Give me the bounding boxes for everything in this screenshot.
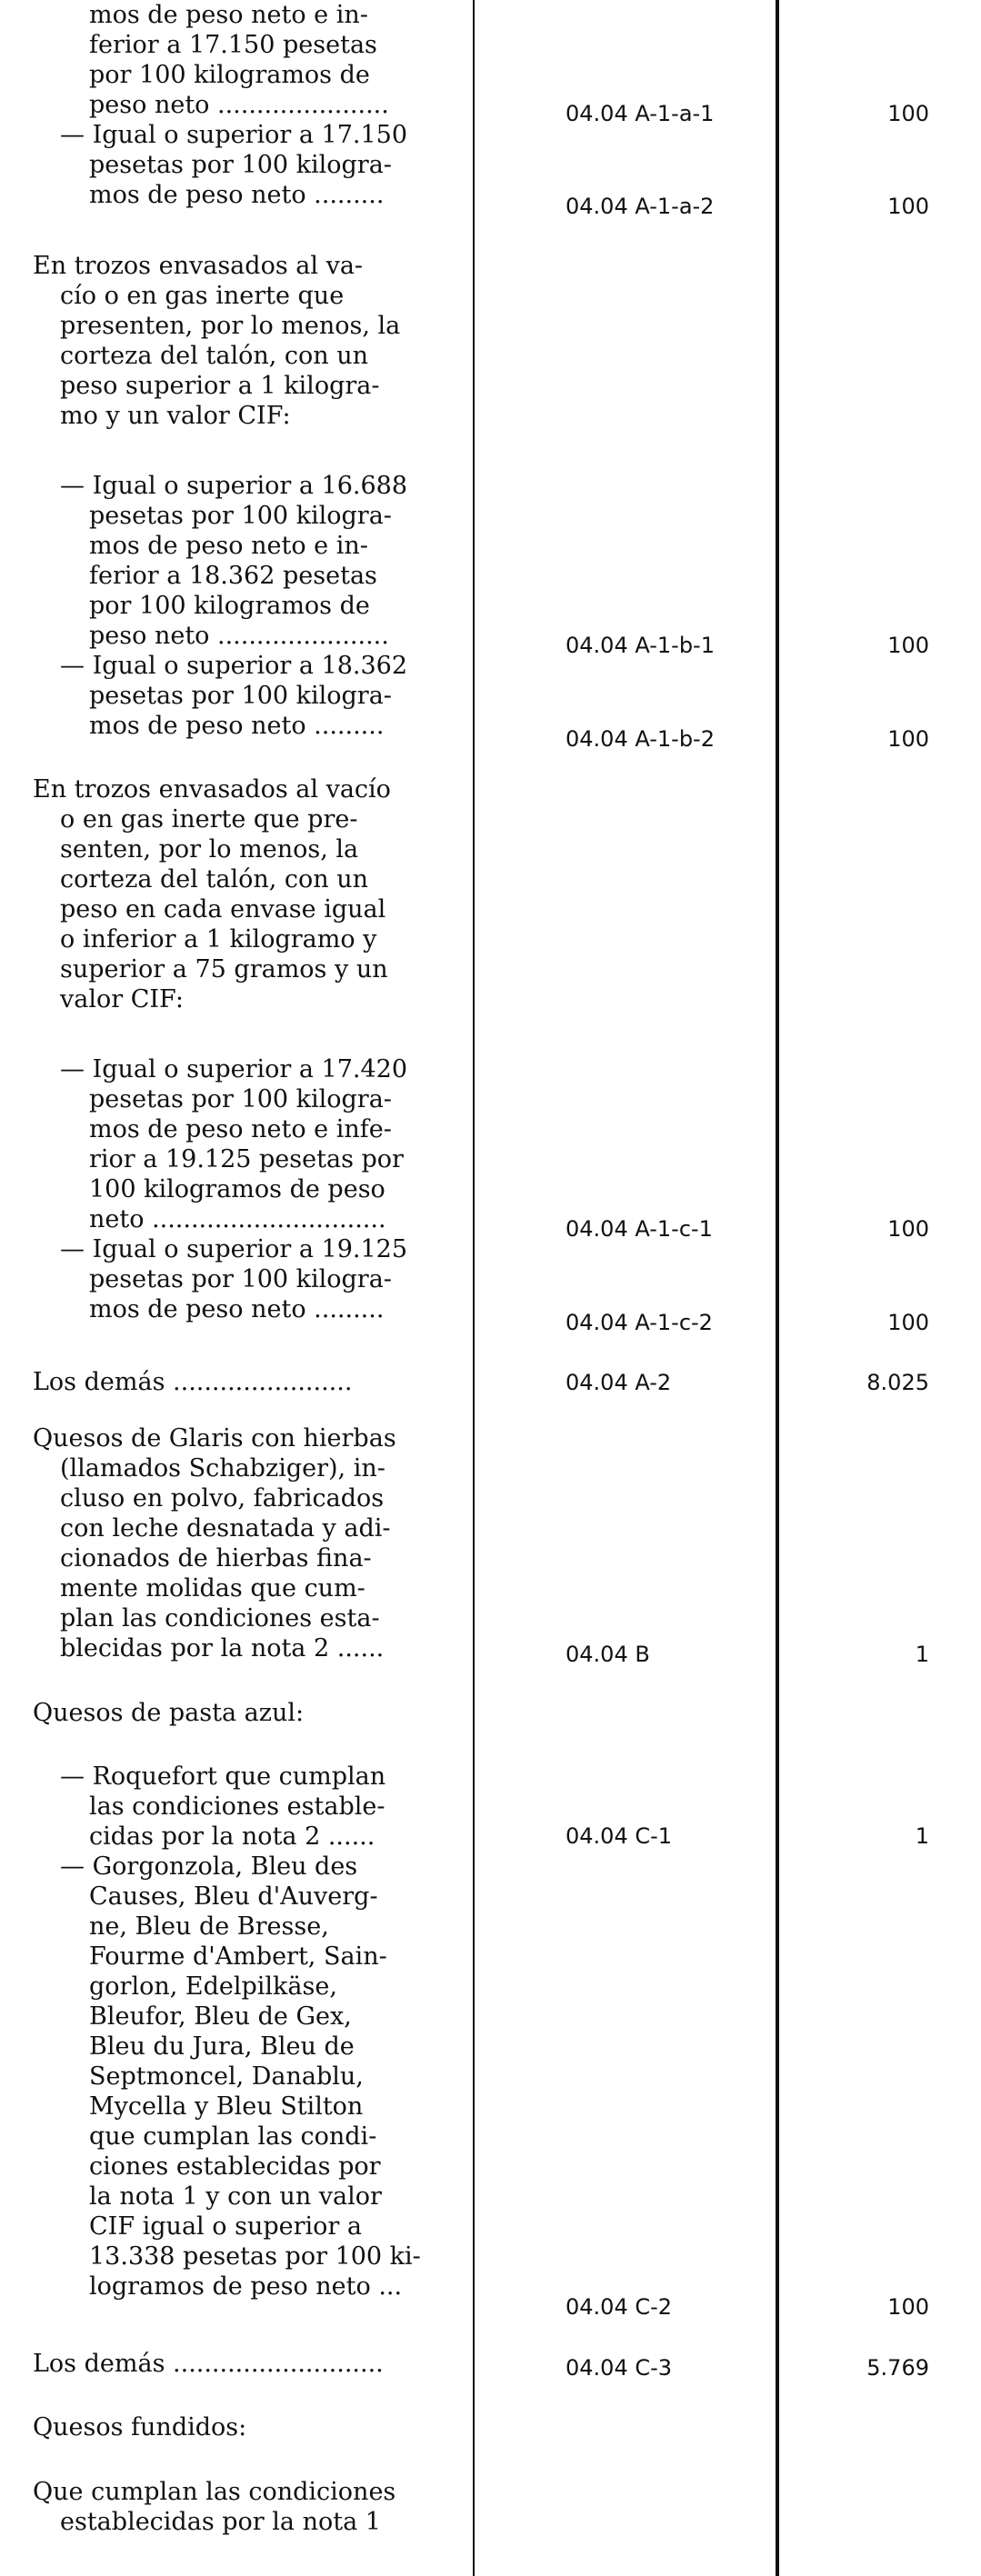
description-line: por 100 kilogramos de [89, 61, 370, 89]
description-line: cío o en gas inerte que [60, 282, 345, 310]
tariff-code: 04.04 A-1-b-2 [566, 726, 715, 752]
description-line: peso neto ...................... [89, 91, 389, 119]
description-line: peso superior a 1 kilogra- [60, 372, 380, 400]
description-block [33, 1367, 469, 1397]
description-line: mos de peso neto ......... [89, 1295, 385, 1323]
description-line: En trozos envasados al va- [33, 252, 364, 280]
description-line: Septmoncel, Danablu, [89, 2062, 364, 2091]
description-block [33, 0, 469, 210]
tariff-rate: 100 [887, 194, 929, 219]
description-line: En trozos envasados al vacío [33, 775, 391, 804]
description-line: gorlon, Edelpilkäse, [89, 1972, 337, 2001]
description-line: neto .............................. [89, 1205, 386, 1233]
description-line: con leche desnatada y adi- [60, 1514, 391, 1543]
description-line: Que cumplan las condiciones [33, 2478, 396, 2506]
description-line: — Igual o superior a 17.150 [60, 121, 408, 149]
tariff-code: 04.04 C-3 [566, 2355, 673, 2381]
description-line: que cumplan las condi- [89, 2122, 377, 2151]
description-line: mos de peso neto ......... [89, 181, 385, 209]
description-block [33, 1423, 469, 1663]
description-line: ferior a 17.150 pesetas [89, 31, 377, 59]
description-line: pesetas por 100 kilogra- [89, 1265, 392, 1293]
description-line: pesetas por 100 kilogra- [89, 502, 392, 530]
description-line: ne, Bleu de Bresse, [89, 1912, 329, 1941]
tariff-rate: 100 [887, 2294, 929, 2320]
description-line: pesetas por 100 kilogra- [89, 151, 392, 179]
tariff-rate: 100 [887, 1310, 929, 1335]
tariff-rate: 1 [915, 1642, 929, 1667]
description-line: blecidas por la nota 2 ...... [60, 1634, 385, 1662]
description-line: valor CIF: [60, 985, 184, 1013]
description-line: mos de peso neto e in- [89, 532, 368, 560]
description-line: Los demás ........................... [33, 2350, 384, 2378]
tariff-code: 04.04 A-1-c-1 [566, 1216, 713, 1242]
description-line: Los demás ....................... [33, 1368, 353, 1396]
description-block [33, 2349, 469, 2379]
description-line: (llamados Schabziger), in- [60, 1454, 385, 1483]
description-block [33, 2412, 469, 2442]
description-line: 13.338 pesetas por 100 ki- [89, 2242, 421, 2271]
description-line: — Igual o superior a 17.420 [60, 1055, 408, 1083]
description-line: o inferior a 1 kilogramo y [60, 925, 377, 954]
tariff-rate: 100 [887, 101, 929, 126]
tariff-rate: 100 [887, 633, 929, 658]
tariff-code: 04.04 B [566, 1642, 650, 1667]
description-block [33, 1054, 469, 1324]
description-block [33, 471, 469, 741]
description-line: Bleu du Jura, Bleu de [89, 2032, 355, 2061]
description-line: senten, por lo menos, la [60, 835, 359, 864]
description-block [33, 1762, 469, 2301]
description-line: logramos de peso neto ... [89, 2272, 403, 2301]
description-line: — Igual o superior a 18.362 [60, 652, 408, 680]
tariff-code: 04.04 A-1-b-1 [566, 633, 715, 658]
description-block [33, 251, 469, 431]
description-line: o en gas inerte que pre- [60, 805, 358, 834]
description-line: Bleufor, Bleu de Gex, [89, 2002, 352, 2031]
description-block [33, 774, 469, 1014]
description-line: CIF igual o superior a [89, 2212, 362, 2241]
tariff-code: 04.04 C-1 [566, 1823, 673, 1849]
description-line: mo y un valor CIF: [60, 402, 291, 430]
tariff-code: 04.04 A-1-a-1 [566, 101, 715, 126]
description-line: — Igual o superior a 16.688 [60, 472, 408, 500]
description-line: corteza del talón, con un [60, 342, 369, 370]
description-line: — Igual o superior a 19.125 [60, 1235, 408, 1263]
description-line: — Gorgonzola, Bleu des [60, 1852, 358, 1881]
description-line: cidas por la nota 2 ...... [89, 1822, 375, 1851]
tariff-code: 04.04 A-1-a-2 [566, 194, 715, 219]
tariff-code: 04.04 A-2 [566, 1370, 672, 1395]
description-line: Quesos de pasta azul: [33, 1699, 305, 1727]
description-line: plan las condiciones esta- [60, 1604, 380, 1632]
description-line: mos de peso neto e in- [89, 1, 368, 29]
description-line: mos de peso neto ......... [89, 712, 385, 740]
description-line: peso en cada envase igual [60, 895, 386, 924]
description-line: peso neto ...................... [89, 622, 389, 650]
description-line: superior a 75 gramos y un [60, 955, 388, 983]
description-line: corteza del talón, con un [60, 865, 369, 894]
column-divider-left [473, 0, 475, 2576]
description-line: pesetas por 100 kilogra- [89, 1085, 392, 1113]
description-line: las condiciones estable- [89, 1792, 385, 1821]
tariff-rate: 8.025 [866, 1370, 929, 1395]
description-line: pesetas por 100 kilogra- [89, 682, 392, 710]
description-block [33, 2477, 469, 2537]
description-line: 100 kilogramos de peso [89, 1175, 385, 1203]
description-line: Causes, Bleu d'Auverg- [89, 1882, 378, 1911]
description-line: mos de peso neto e infe- [89, 1115, 392, 1143]
column-divider-right [776, 0, 779, 2576]
description-line: cionados de hierbas fina- [60, 1544, 372, 1573]
tariff-rate: 100 [887, 726, 929, 752]
tariff-code: 04.04 A-1-c-2 [566, 1310, 713, 1335]
description-line: por 100 kilogramos de [89, 592, 370, 620]
tariff-rate: 100 [887, 1216, 929, 1242]
description-line: la nota 1 y con un valor [89, 2182, 382, 2211]
tariff-rate: 5.769 [866, 2355, 929, 2381]
description-line: ferior a 18.362 pesetas [89, 562, 377, 590]
description-line: mente molidas que cum- [60, 1574, 365, 1603]
description-line: rior a 19.125 pesetas por [89, 1145, 404, 1173]
description-line: cluso en polvo, fabricados [60, 1484, 385, 1513]
description-line: presenten, por lo menos, la [60, 312, 401, 340]
description-line: — Roquefort que cumplan [60, 1762, 386, 1791]
description-block [33, 1698, 469, 1728]
description-line: Quesos de Glaris con hierbas [33, 1424, 396, 1453]
description-line: Fourme d'Ambert, Sain- [89, 1942, 387, 1971]
description-line: establecidas por la nota 1 [60, 2508, 381, 2536]
description-line: ciones establecidas por [89, 2152, 381, 2181]
description-line: Quesos fundidos: [33, 2413, 247, 2441]
tariff-code: 04.04 C-2 [566, 2294, 673, 2320]
description-line: Mycella y Bleu Stilton [89, 2092, 364, 2121]
tariff-rate: 1 [915, 1823, 929, 1849]
